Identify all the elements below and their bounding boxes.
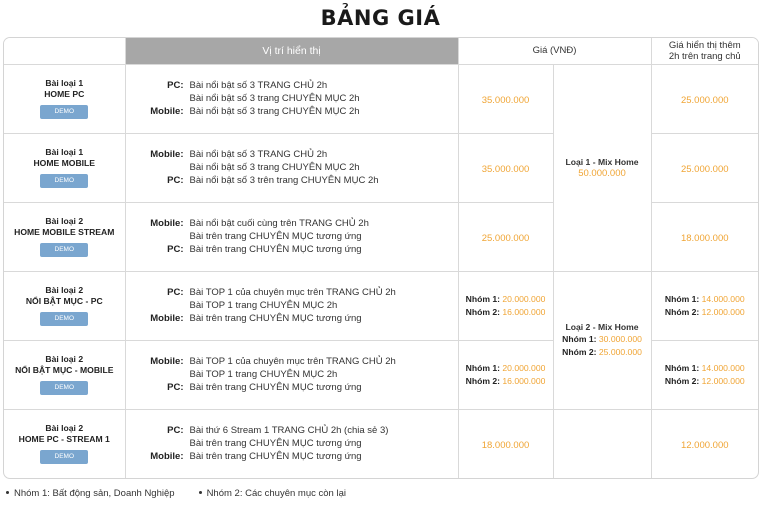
position-cell — [125, 409, 458, 478]
mix-empty-cell — [553, 409, 651, 478]
platform-label: Mobile: — [150, 451, 184, 463]
group-label: Nhóm 2: — [562, 347, 597, 357]
extra-price-value: 12.000.000 — [680, 439, 729, 451]
product-name-line2: HOME MOBILE STREAM — [14, 227, 115, 237]
footer-notes — [6, 488, 346, 499]
extra-price-value: 18.000.000 — [680, 232, 729, 244]
price-cell — [458, 409, 553, 478]
price-cell — [458, 64, 553, 133]
footer-note-text: Nhóm 2: Các chuyên mục còn lại — [206, 488, 346, 499]
price-cell — [458, 340, 553, 409]
position-cell — [125, 340, 458, 409]
price-value: 18.000.000 — [481, 439, 530, 451]
mix-title: Loại 2 - Mix Home — [565, 322, 639, 332]
position-text: Bài nổi bật số 3 trang CHUYÊN MỤC 2h — [189, 106, 360, 117]
bullet-icon — [6, 491, 9, 494]
price-cell — [458, 202, 553, 271]
position-text: Bài nổi bật số 3 trên trang CHUYÊN MỤC 2h — [189, 175, 379, 186]
platform-label: PC: — [167, 425, 184, 437]
product-name-line1: Bài loại 2 — [45, 354, 84, 364]
demo-button[interactable]: DEMO — [40, 174, 88, 188]
platform-label: Mobile: — [150, 218, 184, 229]
extra-price-cell — [651, 409, 758, 478]
group-price-value: 12.000.000 — [701, 375, 745, 386]
table-row — [4, 409, 758, 478]
demo-button[interactable]: DEMO — [40, 243, 88, 257]
product-name-cell — [4, 64, 125, 133]
product-name-line2: HOME PC — [44, 89, 85, 99]
group-price-value: 30.000.000 — [598, 334, 642, 344]
extra-price-cell — [651, 271, 758, 340]
platform-label: PC: — [167, 287, 184, 298]
position-text: Bài trên trang CHUYÊN MỤC tương ứng — [189, 451, 362, 463]
extra-price-cell — [651, 64, 758, 133]
header-extra-price — [651, 38, 758, 64]
position-text: Bài thứ 6 Stream 1 TRANG CHỦ 2h (chia sẻ 3) — [189, 425, 389, 437]
product-name-cell — [4, 202, 125, 271]
group-label: Nhóm 2: — [465, 375, 500, 386]
platform-label: PC: — [167, 382, 184, 393]
price-value: 25.000.000 — [481, 232, 530, 244]
group-price-value: 14.000.000 — [701, 293, 745, 304]
header-price: Giá (VNĐ) — [458, 38, 651, 64]
group-label: Nhóm 1: — [664, 293, 700, 304]
position-text: Bài trên trang CHUYÊN MỤC tương ứng — [189, 438, 362, 450]
extra-price-cell — [651, 202, 758, 271]
mix-price-cell — [553, 271, 651, 409]
group-label: Nhóm 1: — [465, 362, 500, 373]
position-text: Bài TOP 1 của chuyên mục trên TRANG CHỦ 2h — [189, 287, 396, 298]
position-text: Bài nổi bật cuối cùng trên TRANG CHỦ 2h — [189, 218, 369, 229]
product-name-line2: HOME MOBILE — [33, 158, 96, 168]
platform-label: Mobile: — [150, 313, 184, 324]
price-table-frame — [3, 37, 759, 479]
position-text: Bài TOP 1 trang CHUYÊN MỤC 2h — [189, 300, 338, 311]
header-position: Vị trí hiển thị — [125, 38, 458, 64]
position-text: Bài trên trang CHUYÊN MỤC tương ứng — [189, 231, 362, 242]
bullet-icon — [199, 491, 202, 494]
position-text: Bài nổi bật số 3 TRANG CHỦ 2h — [189, 149, 328, 160]
position-text: Bài trên trang CHUYÊN MỤC tương ứng — [189, 244, 362, 255]
extra-price-value: 25.000.000 — [680, 163, 729, 175]
position-text: Bài trên trang CHUYÊN MỤC tương ứng — [189, 313, 362, 324]
platform-label: Mobile: — [150, 106, 184, 117]
position-cell — [125, 271, 458, 340]
platform-label: Mobile: — [150, 149, 184, 160]
mix-price-cell — [553, 64, 651, 271]
table-header-row — [4, 38, 758, 64]
header-extra-line1: Giá hiển thị thêm — [668, 39, 741, 51]
group-label: Nhóm 1: — [562, 334, 597, 344]
product-name-line1: Bài loại 2 — [45, 216, 84, 226]
product-name-line2: NỔI BẬT MỤC - MOBILE — [15, 365, 114, 375]
footer-note — [6, 488, 175, 499]
group-price-value: 16.000.000 — [502, 375, 546, 386]
group-label: Nhóm 2: — [465, 306, 500, 317]
price-cell — [458, 133, 553, 202]
position-text: Bài nổi bật số 3 trang CHUYÊN MỤC 2h — [189, 93, 360, 104]
platform-label: PC: — [167, 80, 184, 91]
product-name-cell — [4, 409, 125, 478]
extra-price-value: 25.000.000 — [680, 94, 729, 106]
header-extra-line2: 2h trên trang chủ — [668, 50, 741, 62]
group-price-value: 20.000.000 — [502, 362, 546, 373]
table-row — [4, 64, 758, 133]
group-price-value: 25.000.000 — [598, 347, 642, 357]
extra-price-cell — [651, 133, 758, 202]
position-text: Bài TOP 1 trang CHUYÊN MỤC 2h — [189, 369, 338, 380]
group-price-value: 20.000.000 — [502, 293, 546, 304]
demo-button[interactable]: DEMO — [40, 450, 88, 464]
header-empty-cell — [4, 38, 125, 64]
product-name-line2: NỔI BẬT MỤC - PC — [25, 296, 103, 306]
product-name-cell — [4, 133, 125, 202]
platform-label: PC: — [167, 175, 184, 186]
platform-label: PC: — [167, 244, 184, 255]
group-label: Nhóm 2: — [664, 306, 700, 317]
position-text: Bài nổi bật số 3 trang CHUYÊN MỤC 2h — [189, 162, 360, 173]
demo-button[interactable]: DEMO — [40, 105, 88, 119]
product-name-cell — [4, 340, 125, 409]
platform-label: Mobile: — [150, 356, 184, 367]
price-cell — [458, 271, 553, 340]
group-label: Nhóm 2: — [664, 375, 700, 386]
group-label: Nhóm 1: — [664, 362, 700, 373]
demo-button[interactable]: DEMO — [40, 381, 88, 395]
mix-title: Loại 1 - Mix Home — [565, 157, 639, 167]
footer-note-text: Nhóm 1: Bất động sản, Doanh Nghiệp — [14, 488, 175, 499]
position-cell — [125, 64, 458, 133]
product-name-line1: Bài loại 2 — [45, 285, 84, 295]
position-cell — [125, 133, 458, 202]
product-name-line1: Bài loại 1 — [45, 147, 84, 157]
group-price-value: 16.000.000 — [502, 306, 546, 317]
group-price-value: 12.000.000 — [701, 306, 745, 317]
mix-price-value: 50.000.000 — [578, 168, 626, 179]
price-value: 35.000.000 — [481, 163, 530, 175]
group-price-value: 14.000.000 — [701, 362, 745, 373]
product-name-line1: Bài loại 2 — [45, 423, 84, 434]
extra-price-cell — [651, 340, 758, 409]
position-text: Bài TOP 1 của chuyên mục trên TRANG CHỦ 2h — [189, 356, 396, 367]
footer-note — [199, 488, 346, 499]
product-name-cell — [4, 271, 125, 340]
position-text: Bài trên trang CHUYÊN MỤC tương ứng — [189, 382, 362, 393]
page-title: BẢNG GIÁ — [320, 6, 441, 30]
price-value: 35.000.000 — [481, 94, 530, 106]
position-cell — [125, 202, 458, 271]
table-row — [4, 271, 758, 340]
product-name-line1: Bài loại 1 — [45, 78, 84, 88]
position-text: Bài nổi bật số 3 TRANG CHỦ 2h — [189, 80, 328, 91]
group-label: Nhóm 1: — [465, 293, 500, 304]
product-name-line2: HOME PC - STREAM 1 — [18, 434, 110, 445]
price-table — [4, 38, 758, 478]
demo-button[interactable]: DEMO — [40, 312, 88, 326]
